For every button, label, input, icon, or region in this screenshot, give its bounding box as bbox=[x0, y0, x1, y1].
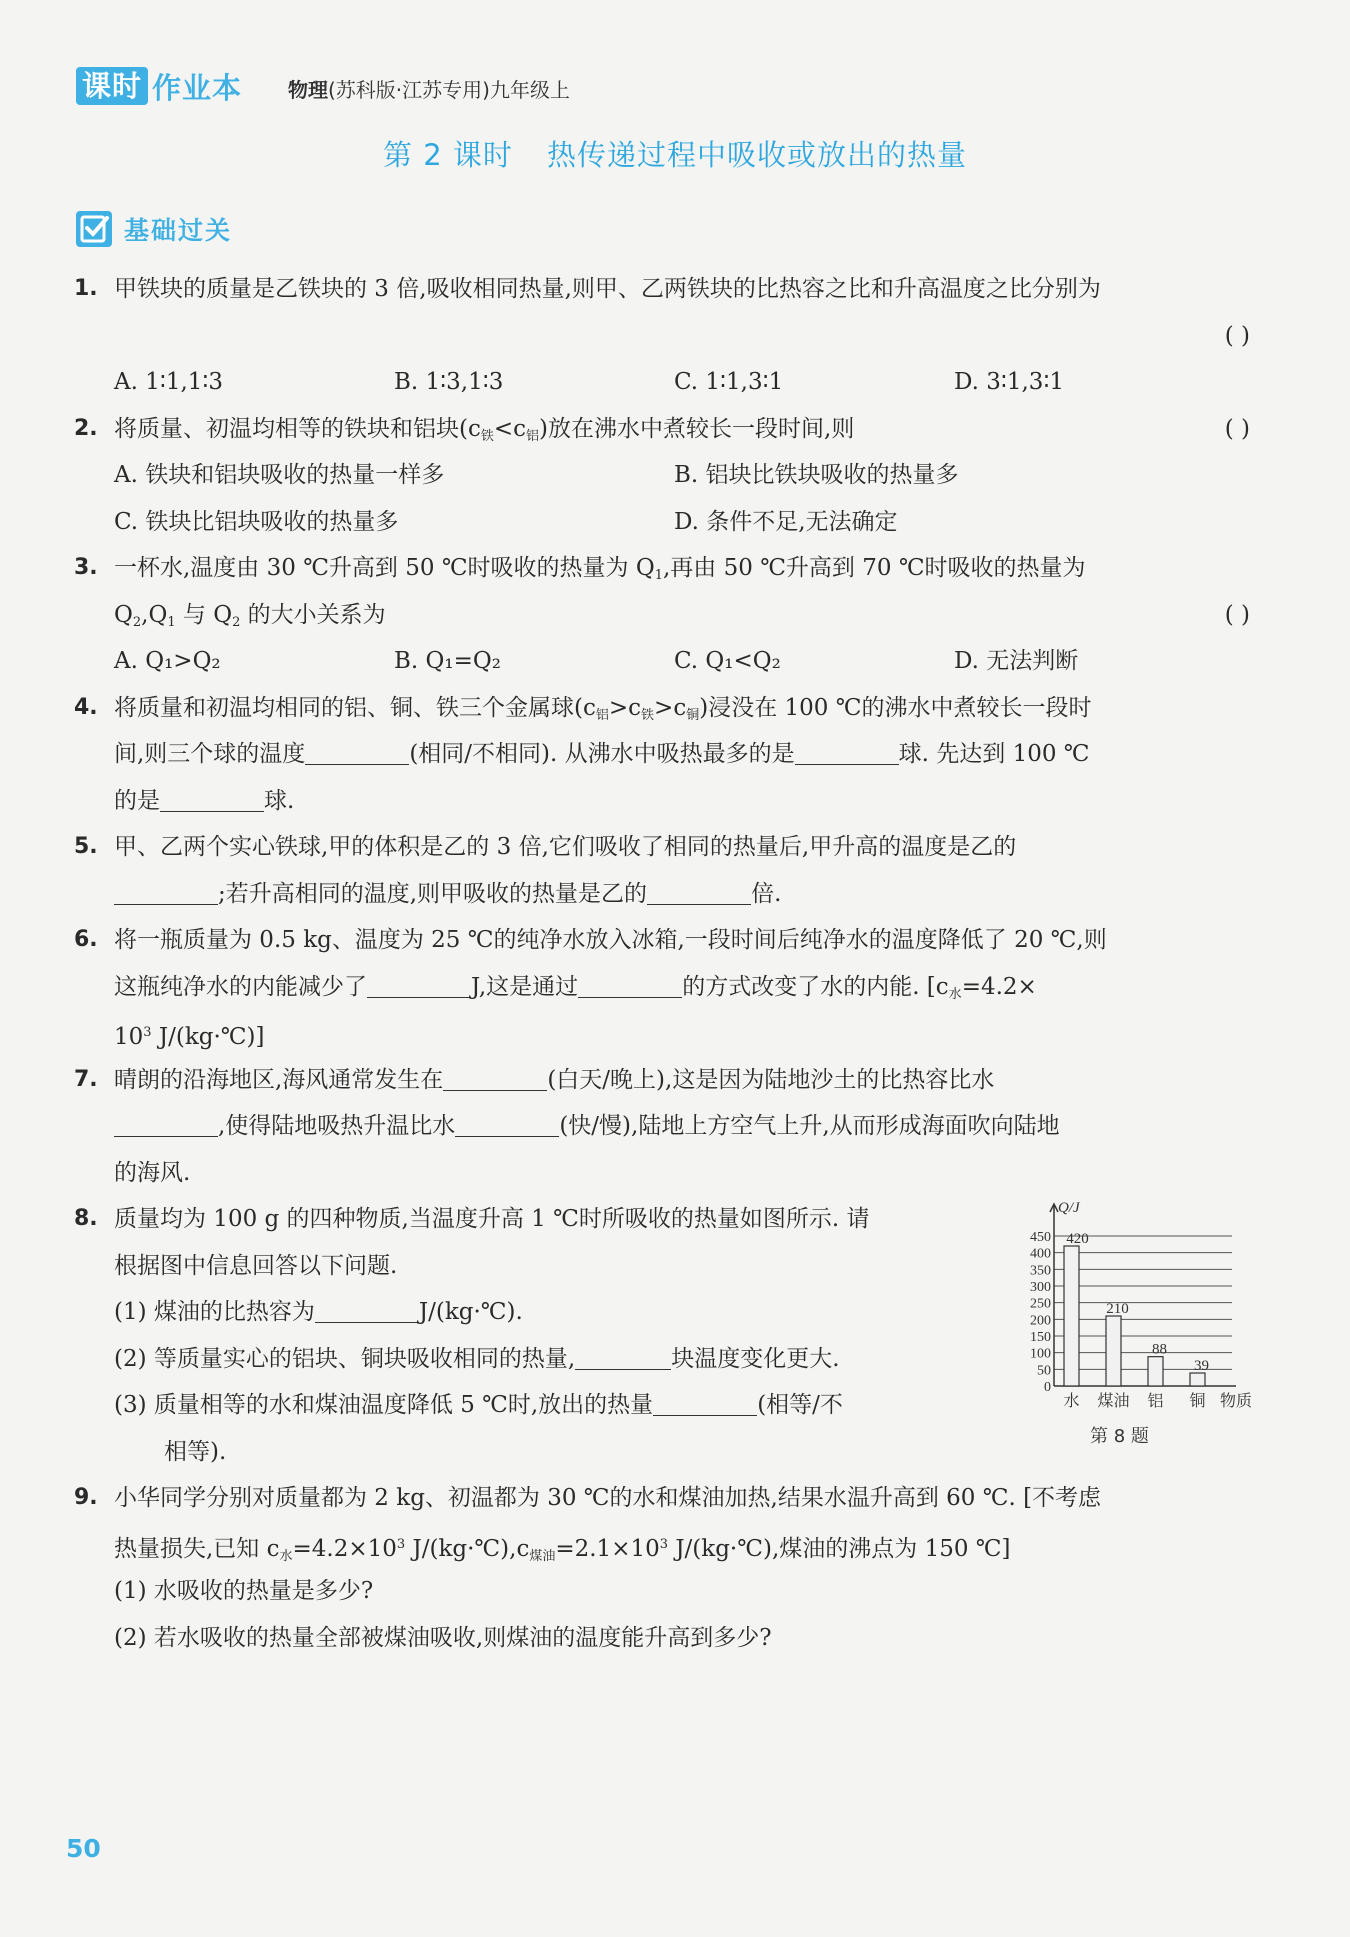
answer-paren: ( ) bbox=[1224, 322, 1250, 349]
q7-stem: 7. 晴朗的沿海地区,海风通常发生在 (白天/晚上),这是因为陆地沙土的比热容比水 bbox=[74, 1057, 1250, 1104]
q8-chart bbox=[1020, 1198, 1260, 1458]
x-axis-label: 物质 bbox=[1219, 1391, 1253, 1410]
bar-chart bbox=[1020, 1198, 1260, 1418]
lesson-title bbox=[0, 133, 1350, 174]
y-tick-label: 150 bbox=[1030, 1330, 1051, 1345]
q8-stem: 8. 质量均为 100 g 的四种物质,当温度升高 1 ℃时所吸收的热量如图所示. 请 bbox=[74, 1206, 870, 1232]
q4-stem: 4. 将质量和初温均相同的铝、铜、铁三个金属球$(c_铝>c_铁>c_铜)$浸没在 100 ℃的沸水中煮较长一段时 bbox=[74, 694, 1092, 723]
q8-part2: (2) 等质量实心的铝块、铜块吸收相同的热量, 块温度变化更大. bbox=[74, 1336, 1250, 1383]
option-c: C. Q₁<Q₂ bbox=[674, 648, 781, 674]
y-tick-label: 50 bbox=[1037, 1363, 1051, 1379]
q2-options-ab bbox=[74, 452, 1250, 499]
answer-blank[interactable] bbox=[647, 875, 751, 905]
brand-text: 作业本 bbox=[152, 70, 243, 105]
answer-paren: ( ) bbox=[1224, 601, 1250, 628]
q2-options-cd bbox=[74, 499, 1250, 546]
y-tick-label: 400 bbox=[1030, 1246, 1051, 1262]
lesson-name: 热传递过程中吸收或放出的热量 bbox=[546, 138, 967, 172]
q8-part3: (3) 质量相等的水和煤油温度降低 5 ℃时,放出的热量 (相等/不 bbox=[74, 1382, 1250, 1429]
x-tick-label: 铝 bbox=[1147, 1391, 1164, 1410]
option-b: B. 铝块比铁块吸收的热量多 bbox=[674, 462, 959, 488]
y-axis-label: Q/J bbox=[1058, 1200, 1080, 1216]
bar bbox=[1148, 1357, 1163, 1386]
answer-blank[interactable] bbox=[455, 1107, 559, 1137]
lesson-number: 第 2 课时 bbox=[383, 138, 513, 172]
q9-part2: (2) 若水吸收的热量全部被煤油吸收,则煤油的温度能升高到多少? bbox=[114, 1624, 772, 1651]
option-c: C. 铁块比铝块吸收的热量多 bbox=[114, 508, 399, 535]
y-tick-label: 0 bbox=[1044, 1380, 1051, 1395]
bar bbox=[1064, 1246, 1079, 1386]
brand-logo bbox=[76, 66, 242, 106]
checkbox-icon bbox=[76, 211, 112, 247]
answer-blank[interactable] bbox=[305, 735, 409, 765]
answer-blank[interactable] bbox=[443, 1061, 547, 1091]
answer-blank[interactable] bbox=[160, 782, 264, 812]
book-edition: (苏科版·江苏专用)九年级上 bbox=[328, 78, 570, 102]
y-tick-label: 300 bbox=[1030, 1280, 1051, 1295]
option-d: D. 3∶1,3∶1 bbox=[954, 369, 1065, 395]
answer-blank[interactable] bbox=[575, 1340, 671, 1370]
option-a: A. 1∶1,1∶3 bbox=[114, 369, 224, 395]
answer-blank[interactable] bbox=[114, 1107, 218, 1137]
q8-part1: (1) 煤油的比热容为 J/(kg·℃). bbox=[74, 1289, 1250, 1336]
answer-blank[interactable] bbox=[114, 875, 218, 905]
book-info bbox=[288, 74, 570, 103]
q6-stem: 6. 将一瓶质量为 0.5 kg、温度为 25 ℃的纯净水放入冰箱,一段时间后纯净水的温度降低了 20 ℃,则 bbox=[74, 927, 1107, 953]
answer-blank[interactable] bbox=[795, 735, 899, 765]
option-b: B. 1∶3,1∶3 bbox=[394, 369, 504, 395]
x-tick-label: 煤油 bbox=[1097, 1391, 1130, 1410]
q9-part1: (1) 水吸收的热量是多少? bbox=[114, 1578, 374, 1604]
y-tick-label: 350 bbox=[1030, 1263, 1051, 1279]
option-b: B. Q₁=Q₂ bbox=[394, 648, 501, 674]
answer-blank[interactable] bbox=[578, 968, 682, 998]
option-d: D. 条件不足,无法确定 bbox=[674, 508, 898, 535]
y-tick-label: 250 bbox=[1030, 1296, 1051, 1312]
q5-stem: 5. 甲、乙两个实心铁球,甲的体积是乙的 3 倍,它们吸收了相同的热量后,甲升高的温度是乙的 bbox=[74, 834, 1017, 860]
answer-blank[interactable] bbox=[367, 968, 471, 998]
bar bbox=[1106, 1316, 1121, 1386]
q9-stem: 9. 小华同学分别对质量都为 2 kg、初温都为 30 ℃的水和煤油加热,结果水温升高到 60 ℃. [不考虑 bbox=[74, 1485, 1102, 1511]
x-tick-label: 铜 bbox=[1189, 1391, 1206, 1410]
answer-blank[interactable] bbox=[315, 1293, 419, 1323]
q3-options bbox=[74, 638, 1250, 685]
x-tick-label: 水 bbox=[1063, 1391, 1080, 1410]
q1-options bbox=[74, 359, 1250, 406]
chart-caption: 第 8 题 bbox=[1090, 1426, 1149, 1447]
data-label: 88 bbox=[1152, 1341, 1167, 1358]
q1-stem: 1. 甲铁块的质量是乙铁块的 3 倍,吸收相同热量,则甲、乙两铁块的比热容之比和升高温度之比分别为 bbox=[74, 276, 1101, 302]
question-list: 1. 甲铁块的质量是乙铁块的 3 倍,吸收相同热量,则甲、乙两铁块的比热容之比和升高温度之比分别为 ( ) A. 1∶1,1∶3 B. 1∶3,1∶3 C. 1∶1,3∶1 D. 3∶1,3∶1 2. 将质量、初温均相等的铁块和铝块$(c_铁<c_铝)$放在沸水中煮较长一段时间,则 ( ) A. 铁块和铝块吸收的热量一样多 B. 铝块比铁块吸收的热量多 C. 铁块比铝块吸收的热量多 D. 条件不足,无法确定 3. 一杯水,温度由 30 ℃升高到 50 ℃时吸收的热量为 $Q_1$,再由 50 ℃升高到 70 ℃时吸收的热量为 $Q_2,Q_1$ 与 $Q_2$ 的大小关系为 ( ) A. Q₁>Q₂ B. Q₁=Q₂ C. Q₁<Q₂ D. 无法判断 4. 将质量和初温均相同的铝、铜、铁三个金属球$(c_铝>c_铁>c_铜)$浸没在 100 ℃的沸水中煮较长一段时 间,则三个球的温度 (相同/不相同). 从沸水中吸热最多的是 球. 先达到 100 ℃ 的是 球. 5. 甲、乙两个实心铁球,甲的体积是乙的 3 倍,它们吸收了相同的热量后,甲升高的温度是乙的 ;若升高相同的温度,则甲吸收的热量是乙的 倍. 6. 将一瓶质量为 0.5 kg、温度为 25 ℃的纯净水放入冰箱,一段时间后纯净水的温度降低了 20 ℃,则 这瓶纯净水的内能减少了 J,这是通过 的方式改变了水的内能. [$c_水=4.2\times$ $10^3$ J/(kg·℃)] 7. 晴朗的沿海地区,海风通常发生在 (白天/晚上),这是因为陆地沙土的比热容比水 ,使得陆地吸热升温比水 (快/慢),陆地上方空气上升,从而形成海面吹向陆地 的海风. 8. 质量均为 100 g 的四种物质,当温度升高 1 ℃时所吸收的热量如图所示. 请 根据图中信息回答以下问题. (1) 煤油的比热容为 J/(kg·℃). (2) 等质量实心的铝块、铜块吸收相同的热量, 块温度变化更大. (3) 质量相等的水和煤油温度降低 5 ℃时,放出的热量 (相等/不 相等). 9. 小华同学分别对质量都为 2 kg、初温都为 30 ℃的水和煤油加热,结果水温升高到 60 ℃. [不考虑 热量损失,已知 $c_水=4.2\times 10^3$ $J/(kg\cdot℃),c_{煤油}=2.1\times 10^3$ J/(kg·℃),煤油的沸点为 150 ℃] (1) 水吸收的热量是多少? (2) 若水吸收的热量全部被煤油吸收,则煤油的温度能升高到多少? bbox=[74, 266, 1250, 1661]
bar bbox=[1190, 1373, 1205, 1386]
y-tick-label: 450 bbox=[1030, 1230, 1051, 1245]
option-a: A. 铁块和铝块吸收的热量一样多 bbox=[114, 462, 445, 488]
data-label: 420 bbox=[1066, 1231, 1089, 1247]
section-header bbox=[76, 211, 232, 247]
option-c: C. 1∶1,3∶1 bbox=[674, 369, 784, 395]
data-label: 210 bbox=[1106, 1301, 1129, 1317]
q2-stem: 2. 将质量、初温均相等的铁块和铝块$(c_铁<c_铝)$放在沸水中煮较长一段时间,则 ( ) bbox=[74, 406, 1250, 453]
option-a: A. Q₁>Q₂ bbox=[114, 648, 221, 674]
book-subject: 物理 bbox=[288, 78, 328, 102]
data-label: 39 bbox=[1194, 1358, 1209, 1374]
answer-paren: ( ) bbox=[1224, 415, 1250, 442]
brand-box: 课时 bbox=[76, 67, 148, 105]
y-tick-label: 200 bbox=[1030, 1313, 1051, 1329]
section-label: 基础过关 bbox=[124, 216, 233, 245]
q3-stem: 3. 一杯水,温度由 30 ℃升高到 50 ℃时吸收的热量为 $Q_1$,再由 50 ℃升高到 70 ℃时吸收的热量为 bbox=[74, 555, 1086, 583]
answer-blank[interactable] bbox=[653, 1386, 757, 1416]
option-d: D. 无法判断 bbox=[954, 648, 1079, 674]
y-tick-label: 100 bbox=[1030, 1346, 1051, 1362]
page-number: 50 bbox=[66, 1834, 101, 1863]
